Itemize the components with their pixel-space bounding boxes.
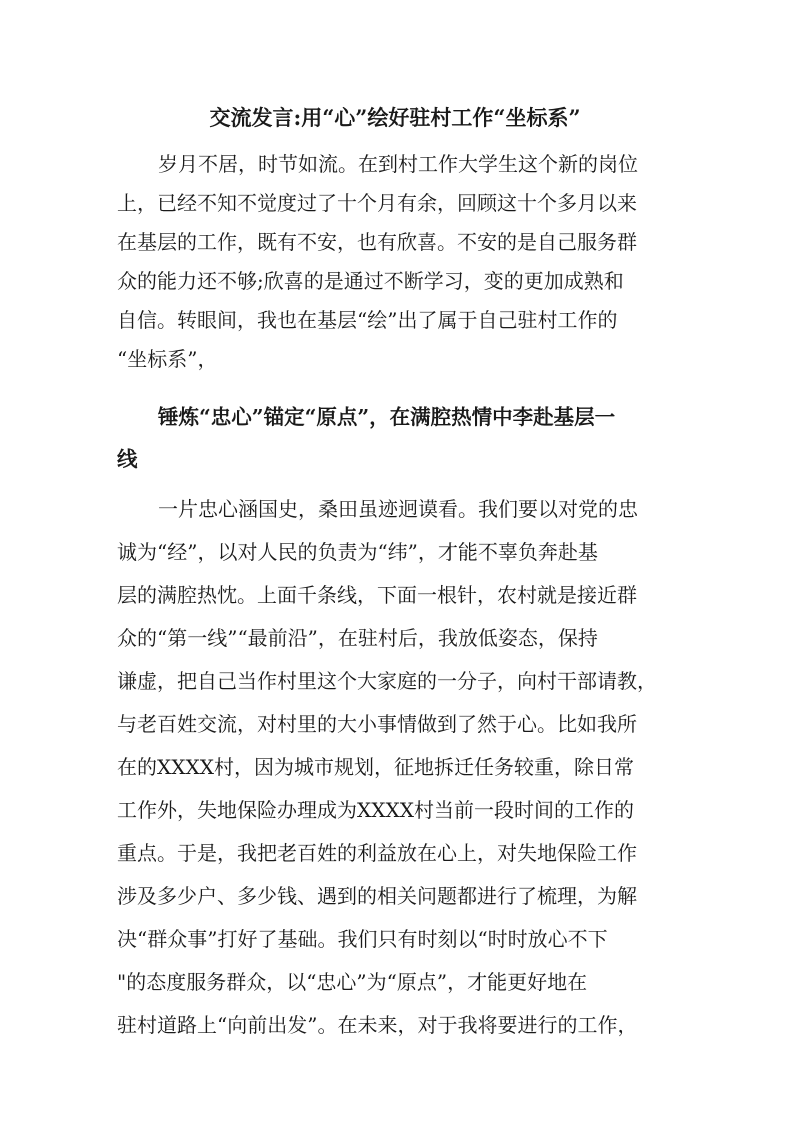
- paragraph-2-line-3: 层的满腔热忱。上面千条线，下面一根针，农村就是接近群: [117, 583, 637, 607]
- paragraph-2-line-12: "的态度服务群众，以“忠心”为“原点”，才能更好地在: [117, 970, 588, 994]
- paragraph-2-line-10: 涉及多少户、多少钱、遇到的相关问题都进行了梳理，为解: [117, 884, 637, 908]
- paragraph-2-line-1: 一片忠心涵国史，桑田虽迹迥谟看。我们要以对党的忠: [158, 497, 638, 521]
- section-heading-line-1: 锤炼“忠心”锚定“原点”，在满腔热情中李赴基层一: [158, 405, 616, 429]
- document-title: 交流发言:用“心”绘好驻村工作“坐标系”: [209, 105, 581, 130]
- paragraph-2-line-2: 诚为“经”，以对人民的负责为“纬”，才能不辜负奔赴基: [117, 540, 598, 564]
- paragraph-2-line-11: 决“群众事”打好了基础。我们只有时刻以“时时放心不下: [117, 927, 608, 951]
- section-heading-line-2: 线: [117, 447, 138, 471]
- paragraph-2-line-7: 在的XXXX村，因为城市规划，征地拆迁任务较重，除日常: [117, 755, 634, 779]
- paragraph-1-line-4: 众的能力还不够;欣喜的是通过不断学习，变的更加成熟和: [117, 269, 624, 293]
- paragraph-2-line-9: 重点。于是，我把老百姓的利益放在心上，对失地保险工作: [117, 841, 637, 865]
- paragraph-2-line-5: 谦虚，把自己当作村里这个大家庭的一分子，向村干部请教，: [117, 669, 657, 693]
- paragraph-1-line-1: 岁月不居，时节如流。在到村工作大学生这个新的岗位: [158, 152, 638, 176]
- paragraph-2-line-8: 工作外，失地保险办理成为XXXX村当前一段时间的工作的: [117, 798, 634, 822]
- paragraph-1-line-3: 在基层的工作，既有不安，也有欣喜。不安的是自己服务群: [117, 230, 637, 254]
- paragraph-1-line-2: 上，已经不知不觉度过了十个月有余，回顾这十个多月以来: [117, 191, 637, 215]
- paragraph-1-line-5: 自信。转眼间，我也在基层“绘”出了属于自己驻村工作的: [117, 308, 618, 332]
- paragraph-2-line-4: 众的“第一线”“最前沿”，在驻村后，我放低姿态，保持: [117, 626, 598, 650]
- paragraph-2-line-13: 驻村道路上“向前出发”。在未来，对于我将要进行的工作，: [117, 1013, 638, 1037]
- paragraph-1-line-6: “坐标系”，: [117, 347, 218, 371]
- paragraph-2-line-6: 与老百姓交流，对村里的大小事情做到了然于心。比如我所: [117, 712, 637, 736]
